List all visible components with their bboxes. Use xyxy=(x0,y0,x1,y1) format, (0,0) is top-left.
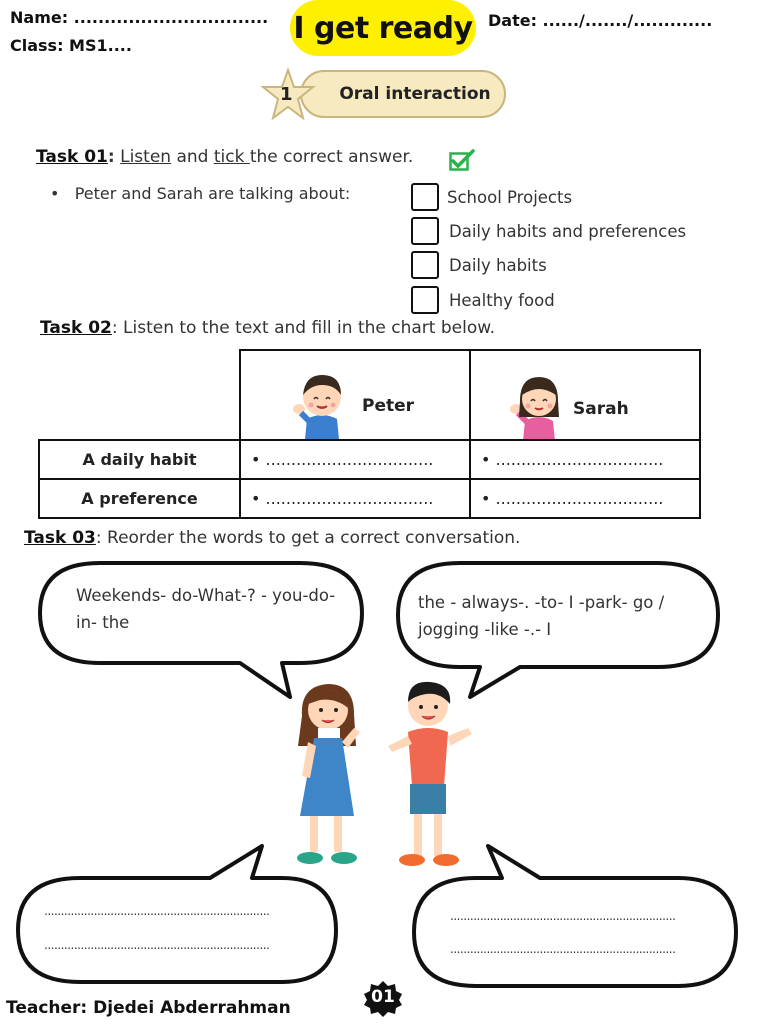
task1-word-and: and xyxy=(171,147,214,167)
section-title: Oral interaction xyxy=(339,84,491,104)
checkbox[interactable] xyxy=(411,183,439,211)
checkbox-tick-icon xyxy=(449,149,475,171)
page-number: 01 xyxy=(371,987,395,1007)
page-title: I get ready xyxy=(293,10,473,46)
task3-label: Task 03 xyxy=(24,528,96,548)
answer-line[interactable]: .................................................................... xyxy=(450,942,676,956)
answer-cell[interactable]: • ................................. xyxy=(470,479,700,518)
option-school-projects[interactable] xyxy=(411,183,572,211)
row-label: A preference xyxy=(39,479,240,518)
task2-text: : Listen to the text and fill in the chart below. xyxy=(111,318,495,338)
option-label: Healthy food xyxy=(449,290,555,310)
bubble-right-text: the - always-. -to- I -park- go / jogging -like -.- I xyxy=(418,593,665,639)
task3-text: : Reorder the words to get a correct conversation. xyxy=(95,528,521,548)
name-field: Name: ................................ xyxy=(10,8,269,27)
checkbox[interactable] xyxy=(411,251,439,279)
chart-header xyxy=(239,349,701,441)
teacher-credit: Teacher: Djedei Abderrahman xyxy=(6,998,291,1018)
column-peter xyxy=(240,350,470,440)
task2-instruction xyxy=(40,318,495,338)
task1-word-listen: Listen xyxy=(120,147,172,167)
column-label: Sarah xyxy=(573,399,629,419)
girl-avatar-icon xyxy=(507,367,571,441)
answer-line[interactable]: .................................................................... xyxy=(44,938,270,952)
answer-cell[interactable]: • ................................. xyxy=(470,440,700,479)
answer-line[interactable]: .................................................................... xyxy=(450,909,676,923)
option-label: School Projects xyxy=(447,187,573,207)
option-label: Daily habits xyxy=(449,255,547,275)
chart-body xyxy=(38,439,701,519)
task2-label: Task 02 xyxy=(40,318,112,338)
column-label: Peter xyxy=(362,396,415,416)
column-sarah xyxy=(470,350,700,440)
task1-word-rest: the correct answer. xyxy=(249,147,414,167)
answer-cell[interactable]: • ................................. xyxy=(240,440,470,479)
section-number: 1 xyxy=(280,84,293,105)
task1-label: Task 01 xyxy=(36,147,108,167)
table-row xyxy=(39,479,700,518)
row-label: A daily habit xyxy=(39,440,240,479)
option-daily-habits-preferences[interactable] xyxy=(411,217,686,245)
answer-line[interactable]: .................................................................... xyxy=(44,904,270,918)
section-banner xyxy=(300,70,506,118)
task1-instruction: Task 01: Listen and tick the correct answer. xyxy=(36,147,414,167)
option-healthy-food[interactable] xyxy=(411,286,555,314)
boy-avatar-icon xyxy=(291,365,353,439)
date-field: Date: ....../......./............. xyxy=(488,11,713,30)
table-row xyxy=(39,440,700,479)
class-field: Class: MS1.... xyxy=(10,36,132,55)
title-banner xyxy=(290,0,476,56)
task3-instruction xyxy=(24,528,520,548)
option-label: Daily habits and preferences xyxy=(449,221,687,241)
task1-prompt: • Peter and Sarah are talking about: xyxy=(50,184,351,203)
option-daily-habits[interactable] xyxy=(411,251,547,279)
task1-word-tick: tick xyxy=(213,147,250,167)
checkbox[interactable] xyxy=(411,217,439,245)
task1-prompt-text: Peter and Sarah are talking about: xyxy=(74,184,351,203)
bubble-left-text: Weekends- do-What-? - you-do- in- the xyxy=(76,586,336,632)
checkbox[interactable] xyxy=(411,286,439,314)
answer-cell[interactable]: • ................................. xyxy=(240,479,470,518)
